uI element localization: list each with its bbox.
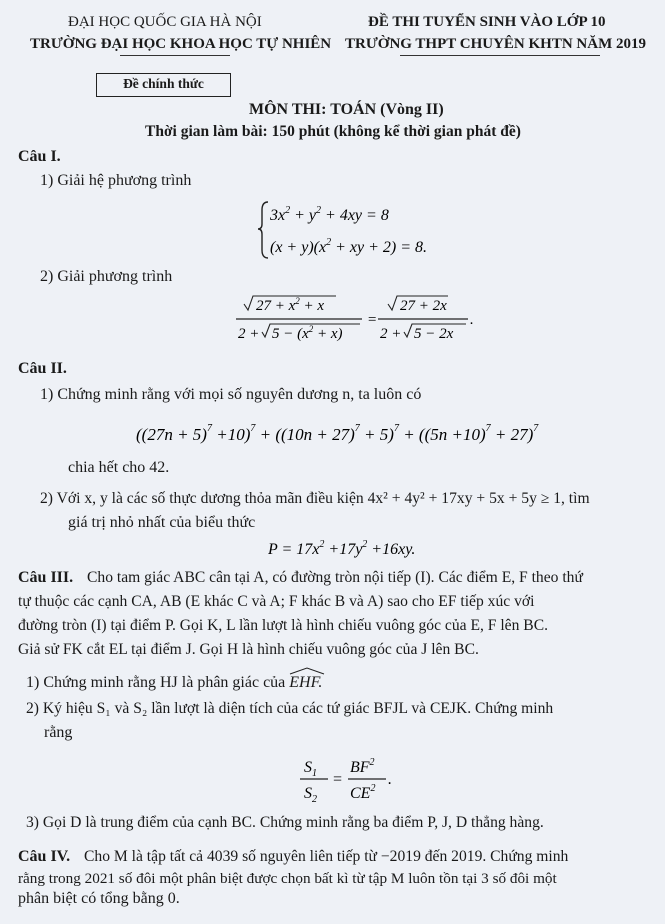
q3-line4: Giả sử FK cắt EL tại điểm J. Gọi H là hình chiếu vuông góc của J lên BC.: [18, 641, 479, 658]
q3-part2-line1: 2) Ký hiệu S₁ và S₂ lần lượt là diện tích của các tứ giác BFJL và CEJK. Chứng minh: [26, 700, 554, 717]
q3-line2: tự thuộc các cạnh CA, AB (E khác C và A; F khác B và A) sao cho EF tiếp xúc với: [18, 593, 535, 610]
q2-part2-line1: 2) Với x, y là các số thực dương thỏa mãn điều kiện 4x² + 4y² + 17xy + 5x + 5y ≥ 1, tìm: [40, 490, 590, 507]
svg-text:3x2 + y2 + 4xy = 8: $3x^2 + y^2 + 4xy = 8$: [270, 205, 389, 224]
school-year: TRƯỜNG THPT CHUYÊN KHTN NĂM 2019: [345, 36, 646, 52]
q1-system-equations: [258, 198, 458, 262]
exam-title: ĐỀ THI TUYỂN SINH VÀO LỚP 10: [368, 14, 606, 30]
q1-part2-label: 2) Giải phương trình: [40, 268, 173, 285]
faculty-name: TRƯỜNG ĐẠI HỌC KHOA HỌC TỰ NHIÊN: [30, 36, 332, 52]
q3-part2-line2: rằng: [44, 724, 73, 741]
svg-text:2 +: 2 +: [380, 326, 402, 342]
svg-text:5 − (x2 + x): $5 - (x^2 + x)$: [272, 324, 343, 342]
svg-text:CE2: $CE^2$: [350, 783, 376, 802]
q3-title: Câu III.: [18, 569, 74, 586]
university-name: ĐẠI HỌC QUỐC GIA HÀ NỘI: [68, 14, 262, 30]
svg-text:.: .: [388, 771, 392, 788]
q4-line1: Cho M là tập tất cả 4039 số nguyên liên tiếp từ −2019 đến 2019. Chứng minh: [84, 848, 569, 865]
q4-line3: phân biệt có tổng bằng 0.: [18, 890, 180, 907]
official-badge: Đề chính thức: [96, 73, 231, 97]
header-underline-left: [120, 55, 230, 56]
q4-title: Câu IV.: [18, 848, 71, 865]
svg-text:(x + y)(x2 + xy + 2) = 8.: $(x + y)(x^2$ + xy + 2) = 8.: [270, 237, 428, 256]
q2-part1-tail: chia hết cho 42.: [68, 459, 170, 476]
svg-text:27 + x2 + x: $27 + x^2 + x$: [256, 296, 325, 314]
q4-line2: rằng trong 2021 số đôi một phân biệt được chọn bất kì từ tập M luôn tồn tại 3 số đôi một: [18, 870, 557, 887]
q2-expression-P: [268, 534, 468, 562]
q3-line1: Cho tam giác ABC cân tại A, có đường tròn nội tiếp (I). Các điểm E, F theo thứ: [87, 569, 583, 586]
svg-text:=: =: [367, 312, 378, 328]
angle-hat-icon: [289, 666, 325, 676]
q2-title: Câu II.: [18, 360, 67, 377]
q2-part1-label: 1) Chứng minh rằng với mọi số nguyên dương n, ta luôn có: [40, 386, 422, 403]
q3-line3: đường tròn (I) tại điểm P. Gọi K, L lần lượt là hình chiếu vuông góc của E, F lên BC.: [18, 617, 549, 634]
svg-text:S2: $S_2$: [304, 785, 317, 805]
subject-title: MÔN THI: TOÁN (Vòng II): [249, 101, 444, 118]
q2-part2-line2: giá trị nhỏ nhất của biểu thức: [68, 514, 256, 531]
q1-title: Câu I.: [18, 148, 61, 165]
duration: Thời gian làm bài: 150 phút (không kể thời gian phát đề): [145, 123, 521, 140]
svg-text:P = 17x2 +17y2 +16xy.: $P = 17x^2 +17y^2 +16xy$.: [268, 539, 416, 558]
q1-part1-label: 1) Giải hệ phương trình: [40, 172, 192, 189]
svg-text:27 + 2x: 27 + 2x: [400, 298, 447, 314]
q3-part1-text: 1) Chứng minh rằng HJ là phân giác của: [26, 674, 286, 691]
q2-expression: [136, 412, 566, 448]
header-underline-right: [400, 55, 600, 56]
q3-ratio-equation: [300, 752, 410, 806]
q3-part3: 3) Gọi D là trung điểm của cạnh BC. Chứng minh rằng ba điểm P, J, D thẳng hàng.: [26, 814, 544, 831]
q1-equation-2: [236, 290, 486, 352]
svg-text:((27n + 5)7 +10)7 + ((10n + 27: $((27n + 5)^7 +10)^7 + ((10n + 27)^7 + 5)^7 + ((5n +10)^7 + 27)^7$: [136, 423, 539, 444]
svg-text:2 +: 2 +: [238, 326, 260, 342]
svg-text:.: .: [470, 312, 474, 328]
q3-part1: [26, 670, 322, 692]
svg-text:BF2: $BF^2$: [350, 757, 375, 776]
angle-EHF: EHF.: [289, 670, 322, 692]
svg-text:S1: $S_1$: [304, 759, 317, 779]
svg-text:=: =: [332, 771, 343, 788]
svg-text:5 − 2x: 5 − 2x: [414, 326, 454, 342]
